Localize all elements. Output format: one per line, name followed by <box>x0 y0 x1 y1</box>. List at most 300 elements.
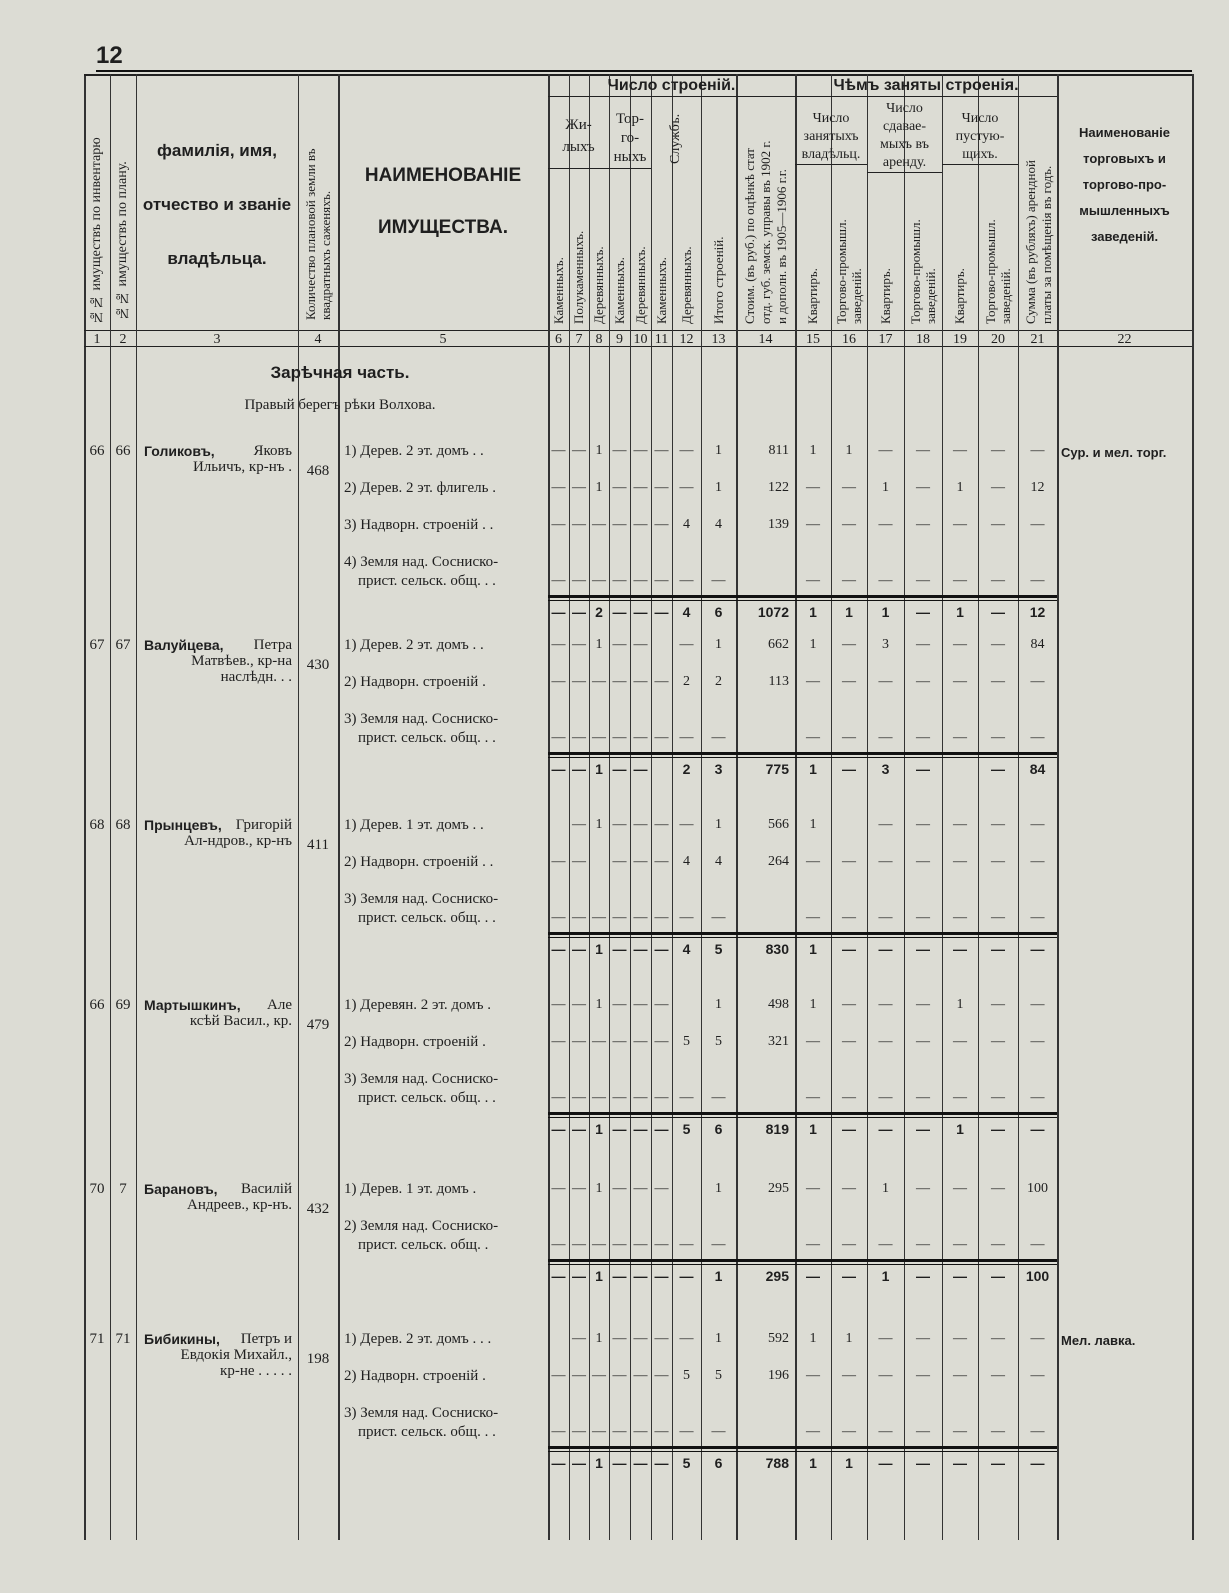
cell-col-18: — <box>916 1090 930 1105</box>
cell-col-6: — <box>551 637 566 652</box>
column-rule-20 <box>1018 74 1019 1540</box>
cell-col-8: — <box>592 1368 606 1383</box>
cell-col-14: 811 <box>768 443 789 458</box>
cell-col-21: — <box>1030 910 1045 925</box>
cell-col-19: — <box>953 1090 967 1105</box>
inventory-number: 66 <box>89 443 105 459</box>
cell-col-16: — <box>842 1237 856 1252</box>
header-col-21-a: Сумма (въ рубляхъ) арендной <box>1023 160 1038 324</box>
cell-col-19: — <box>953 910 967 925</box>
cell-col-19: — <box>953 1181 967 1196</box>
total-col-12: 2 <box>682 761 691 777</box>
cell-col-11: — <box>654 674 669 689</box>
column-number-19: 19 <box>953 332 967 347</box>
property-item-cont: прист. сельск. общ. . . <box>358 730 496 746</box>
cell-col-15: — <box>806 517 820 532</box>
property-item: 3) Земля над. Сосниско- <box>344 1071 499 1087</box>
header-owner-sub-2: занятыхъ <box>803 129 859 144</box>
header-inventory-number: №№ имуществъ по инвентарю <box>89 137 104 324</box>
cell-col-13: 1 <box>715 1331 722 1346</box>
total-col-6: — <box>551 941 566 957</box>
cell-col-16: — <box>842 637 856 652</box>
cell-col-20: — <box>991 854 1005 869</box>
cell-col-6: — <box>551 1368 566 1383</box>
column-number-7: 7 <box>575 332 583 347</box>
cell-col-9: — <box>612 480 627 495</box>
total-col-8: 1 <box>595 1121 603 1137</box>
column-rule-1 <box>110 74 111 1540</box>
cell-col-11: — <box>654 1090 669 1105</box>
total-rule-lower <box>548 937 1057 938</box>
cell-col-8: — <box>592 573 606 588</box>
cell-col-8: — <box>592 1237 606 1252</box>
total-rule-lower <box>548 1117 1057 1118</box>
header-rent-sub-4: аренду. <box>882 155 927 170</box>
table-right-border <box>1192 74 1194 1540</box>
header-col-16-b: заведеній. <box>849 268 864 324</box>
total-col-11: — <box>654 1121 669 1137</box>
header-col-12: Деревянныхъ. <box>678 246 694 324</box>
total-col-9: — <box>612 761 627 777</box>
cell-col-21: — <box>1030 817 1045 832</box>
cell-col-13: 2 <box>715 674 722 689</box>
cell-col-13: 5 <box>715 1368 722 1383</box>
cell-col-14: 139 <box>768 517 789 532</box>
total-col-7: — <box>572 604 586 620</box>
header-col-10: Деревянныхъ. <box>632 246 648 324</box>
total-col-20: — <box>991 1455 1005 1471</box>
cell-col-13: 4 <box>715 517 722 532</box>
cell-col-7: — <box>572 517 586 532</box>
cell-col-17: 1 <box>882 480 889 495</box>
cell-col-17: — <box>878 674 893 689</box>
cell-col-8: — <box>592 1034 606 1049</box>
total-col-7: — <box>572 1268 586 1284</box>
total-col-12: 4 <box>682 941 691 957</box>
total-col-18: — <box>916 604 930 620</box>
total-col-14: 1072 <box>757 604 789 620</box>
cell-col-21: — <box>1030 854 1045 869</box>
total-col-17: 3 <box>881 761 890 777</box>
cell-col-8: — <box>592 674 606 689</box>
cell-col-21: — <box>1030 1331 1045 1346</box>
property-item-cont: прист. сельск. общ. . . <box>358 573 496 589</box>
total-col-14: 819 <box>765 1121 789 1137</box>
group-rule-occupied <box>795 96 1057 97</box>
property-item-cont: прист. сельск. общ. . <box>358 1237 489 1253</box>
cell-col-11: — <box>654 480 669 495</box>
header-col-14-b: отд. губ. земск. управы въ 1902 г. <box>758 140 773 324</box>
property-item: 2) Надворн. строеній . <box>344 1034 486 1050</box>
property-item: 3) Земля над. Сосниско- <box>344 891 499 907</box>
cell-col-17: — <box>878 1424 893 1439</box>
property-item: 2) Надворн. строеній . <box>344 674 486 690</box>
cell-col-19: — <box>953 1237 967 1252</box>
owner-name-rest: Григорій <box>235 817 292 833</box>
header-col-7: Полукаменныхъ. <box>571 230 586 324</box>
cell-col-7: — <box>572 637 586 652</box>
cell-col-6: — <box>551 1090 566 1105</box>
cell-col-21: — <box>1030 1424 1045 1439</box>
owner-surname: Барановъ, <box>144 1181 218 1197</box>
cell-col-19: — <box>953 1368 967 1383</box>
cell-col-8: 1 <box>595 480 603 495</box>
header-top-rule <box>84 74 1192 76</box>
cell-col-10: — <box>633 1424 648 1439</box>
cell-col-9: — <box>612 1331 627 1346</box>
cell-col-21: 100 <box>1027 1181 1048 1196</box>
cell-col-10: — <box>633 480 648 495</box>
owner-surname: Валуйцева, <box>144 637 224 653</box>
total-col-15: 1 <box>809 1121 817 1137</box>
total-col-18: — <box>916 1268 930 1284</box>
total-col-10: — <box>633 1455 648 1471</box>
cell-col-16: — <box>842 517 856 532</box>
total-col-14: 830 <box>765 941 789 957</box>
header-property-line1: НАИМЕНОВАНІЕ <box>364 165 522 186</box>
cell-col-6: — <box>551 1181 566 1196</box>
column-rule-18 <box>942 74 943 1540</box>
total-rule-upper <box>548 595 1057 598</box>
total-col-8: 2 <box>595 604 603 620</box>
cell-col-10: — <box>633 674 648 689</box>
cell-col-20: — <box>991 1090 1005 1105</box>
cell-col-7: — <box>572 1368 586 1383</box>
column-rule-10 <box>651 74 652 1540</box>
plan-number: 69 <box>115 997 131 1013</box>
cell-col-9: — <box>612 674 627 689</box>
cell-col-12: — <box>679 637 694 652</box>
column-number-15: 15 <box>806 332 820 347</box>
total-col-9: — <box>612 1121 627 1137</box>
total-col-17: — <box>878 1455 893 1471</box>
cell-col-13: 1 <box>715 637 722 652</box>
cell-col-13: — <box>711 1237 726 1252</box>
cell-col-13: 5 <box>715 1034 722 1049</box>
header-col-18-b: заведеній. <box>923 268 938 324</box>
cell-col-16: 1 <box>845 443 853 458</box>
cell-col-14: 122 <box>768 480 789 495</box>
cell-col-19: — <box>953 443 967 458</box>
column-number-10: 10 <box>633 332 648 347</box>
land-area: 411 <box>307 837 329 853</box>
cell-col-20: — <box>991 730 1005 745</box>
cell-col-7: — <box>572 1034 586 1049</box>
cell-col-10: — <box>633 730 648 745</box>
cell-col-11: — <box>654 1237 669 1252</box>
cell-col-20: — <box>991 1424 1005 1439</box>
cell-col-15: — <box>806 1090 820 1105</box>
cell-col-17: — <box>878 997 893 1012</box>
cell-col-6: — <box>551 674 566 689</box>
cell-col-12: — <box>679 1090 694 1105</box>
cell-col-14: 295 <box>768 1181 789 1196</box>
column-number-12: 12 <box>679 332 694 347</box>
cell-col-8: — <box>592 1090 606 1105</box>
header-col-20-b: заведеній. <box>998 268 1013 324</box>
cell-col-6: — <box>551 1237 566 1252</box>
total-col-18: — <box>916 941 930 957</box>
inventory-number: 67 <box>89 637 105 653</box>
cell-col-15: — <box>806 1368 820 1383</box>
column-number-13: 13 <box>711 332 726 347</box>
total-col-9: — <box>612 604 627 620</box>
cell-col-17: 3 <box>882 637 889 652</box>
column-number-9: 9 <box>616 332 623 347</box>
cell-col-6: — <box>551 573 566 588</box>
page-number: 12 <box>96 42 123 69</box>
owner-name-line2: Андреев., кр-нъ. <box>187 1197 292 1213</box>
total-col-8: 1 <box>595 941 603 957</box>
column-rule-3 <box>298 74 299 1540</box>
cell-col-17: — <box>878 854 893 869</box>
cell-col-21: — <box>1030 997 1045 1012</box>
property-item: 2) Надворн. строеній . . <box>344 854 494 870</box>
total-col-16: 1 <box>845 604 853 620</box>
cell-col-20: — <box>991 637 1005 652</box>
property-item-cont: прист. сельск. общ. . . <box>358 910 496 926</box>
total-rule-upper <box>548 932 1057 935</box>
cell-col-18: — <box>916 1331 930 1346</box>
cell-col-11: — <box>654 1368 669 1383</box>
total-col-21: 84 <box>1029 761 1046 777</box>
property-item: 2) Надворн. строеній . <box>344 1368 486 1384</box>
column-number-16: 16 <box>842 332 856 347</box>
cell-col-17: — <box>878 910 893 925</box>
cell-col-14: 592 <box>768 1331 789 1346</box>
total-rule-lower <box>548 1451 1057 1452</box>
header-area-a: Количество плановой земли въ <box>303 148 318 320</box>
cell-col-15: — <box>806 480 820 495</box>
cell-col-13: 1 <box>715 443 722 458</box>
total-col-12: 4 <box>682 604 691 620</box>
total-col-10: — <box>633 1121 648 1137</box>
cell-col-12: — <box>679 1237 694 1252</box>
cell-col-9: — <box>612 997 627 1012</box>
total-col-8: 1 <box>595 1268 603 1284</box>
cell-col-18: — <box>916 730 930 745</box>
cell-col-10: — <box>633 1237 648 1252</box>
property-item: 1) Дерев. 1 эт. домъ . . <box>344 817 484 833</box>
header-col-15: Квартиръ. <box>805 268 820 324</box>
inventory-number: 71 <box>89 1331 105 1347</box>
total-col-6: — <box>551 1455 566 1471</box>
header-col-16-a: Торгово-промышл. <box>834 219 849 324</box>
header-empty-sub-1: Число <box>961 111 999 126</box>
header-col-22-line1: Наименованіе <box>1079 125 1170 140</box>
header-col-17: Квартиръ. <box>877 268 893 324</box>
cell-col-18: — <box>916 1368 930 1383</box>
subgroup-rule-owner <box>795 164 867 165</box>
header-col-11: Каменныхъ. <box>653 257 669 324</box>
property-item: 4) Земля над. Сосниско- <box>344 554 499 570</box>
total-rule-upper <box>548 752 1057 755</box>
total-col-17: — <box>878 941 893 957</box>
cell-col-16: — <box>842 480 856 495</box>
total-col-15: 1 <box>809 1455 817 1471</box>
total-col-21: — <box>1030 1121 1045 1137</box>
cell-col-19: 1 <box>956 480 964 495</box>
column-number-18: 18 <box>916 332 930 347</box>
cell-col-20: — <box>991 910 1005 925</box>
cell-col-7: — <box>572 1181 586 1196</box>
owner-name-line2: Матвѣев., кр-на <box>191 653 292 669</box>
header-trade-3: ныхъ <box>613 149 647 165</box>
cell-col-9: — <box>612 637 627 652</box>
cell-col-6: — <box>551 730 566 745</box>
cell-col-13: — <box>711 910 726 925</box>
cell-col-13: 4 <box>715 854 722 869</box>
cell-col-17: — <box>878 817 893 832</box>
property-item: 3) Земля над. Сосниско- <box>344 711 499 727</box>
total-col-19: 1 <box>956 1121 964 1137</box>
column-number-20: 20 <box>991 332 1005 347</box>
plan-number: 71 <box>115 1331 131 1347</box>
total-col-11: — <box>654 1268 669 1284</box>
column-rule-6 <box>569 74 570 1540</box>
total-col-6: — <box>551 1121 566 1137</box>
cell-col-7: — <box>572 854 586 869</box>
table-left-border <box>84 74 86 1540</box>
owner-name-rest: Але <box>267 997 292 1013</box>
land-area: 432 <box>306 1201 330 1217</box>
cell-col-9: — <box>612 517 627 532</box>
total-col-6: — <box>551 1268 566 1284</box>
cell-col-15: 1 <box>809 997 817 1012</box>
cell-col-14: 321 <box>768 1034 789 1049</box>
cell-col-14: 662 <box>768 637 789 652</box>
cell-col-18: — <box>916 997 930 1012</box>
cell-col-8: — <box>592 910 606 925</box>
total-col-9: — <box>612 1455 627 1471</box>
total-col-21: — <box>1030 941 1045 957</box>
header-owner-line1: фамилія, имя, <box>157 141 277 160</box>
cell-col-10: — <box>633 1181 648 1196</box>
property-item: 1) Дерев. 2 эт. домъ . . <box>344 443 484 459</box>
column-number-3: 3 <box>213 332 221 347</box>
land-area: 479 <box>306 1017 330 1033</box>
cell-col-10: — <box>633 817 648 832</box>
cell-col-19: — <box>953 637 967 652</box>
total-col-11: — <box>654 941 669 957</box>
cell-col-15: 1 <box>809 637 817 652</box>
cell-col-21: — <box>1030 1368 1045 1383</box>
cell-col-7: — <box>572 997 586 1012</box>
owner-name-line3: наслѣдн. . . <box>220 669 292 685</box>
owner-surname: Голиковъ, <box>144 443 215 459</box>
header-owner-sub-3: владѣльц. <box>801 147 861 162</box>
cell-col-20: — <box>991 997 1005 1012</box>
subgroup-rule-trade <box>609 168 651 169</box>
cell-col-20: — <box>991 443 1005 458</box>
cell-col-8: 1 <box>595 817 603 832</box>
cell-col-7: — <box>572 730 586 745</box>
total-col-10: — <box>633 941 648 957</box>
cell-col-13: — <box>711 573 726 588</box>
header-owner-sub-1: Число <box>812 111 850 126</box>
cell-col-15: — <box>806 1237 820 1252</box>
header-group-occupied: Чѣмъ заняты строенія. <box>833 77 1019 94</box>
total-col-20: — <box>991 1268 1005 1284</box>
cell-col-15: 1 <box>809 817 817 832</box>
total-col-19: — <box>953 1268 967 1284</box>
cell-col-21: — <box>1030 1237 1045 1252</box>
cell-col-8: — <box>592 1424 606 1439</box>
column-rule-14 <box>795 74 797 1540</box>
total-col-13: 3 <box>714 761 723 777</box>
column-rule-11 <box>672 74 673 1540</box>
total-col-6: — <box>551 761 566 777</box>
header-owner-line2: отчество и званіе <box>142 195 292 214</box>
total-col-18: — <box>916 1121 930 1137</box>
cell-col-9: — <box>612 573 627 588</box>
cell-col-16: — <box>842 854 856 869</box>
total-col-7: — <box>572 1121 586 1137</box>
cell-col-8: 1 <box>595 1331 603 1346</box>
cell-col-11: — <box>654 1424 669 1439</box>
cell-col-18: — <box>916 854 930 869</box>
cell-col-13: 1 <box>715 997 722 1012</box>
cell-col-6: — <box>551 1424 566 1439</box>
cell-col-10: — <box>633 1034 648 1049</box>
cell-col-6: — <box>551 997 566 1012</box>
total-col-13: 5 <box>714 941 723 957</box>
total-col-17: 1 <box>881 604 890 620</box>
cell-col-8: 1 <box>595 443 603 458</box>
cell-col-19: — <box>953 817 967 832</box>
land-area: 198 <box>306 1351 330 1367</box>
total-col-16: — <box>842 1121 856 1137</box>
header-group-buildings: Число строеній. <box>607 77 736 94</box>
cell-col-11: — <box>654 443 669 458</box>
cell-col-21: — <box>1030 443 1045 458</box>
cell-col-20: — <box>991 573 1005 588</box>
cell-col-18: — <box>916 674 930 689</box>
cell-col-18: — <box>916 517 930 532</box>
total-col-20: — <box>991 941 1005 957</box>
cell-col-21: — <box>1030 730 1045 745</box>
land-area: 430 <box>306 657 330 673</box>
header-col-6: Каменныхъ. <box>550 257 566 324</box>
cell-col-11: — <box>654 1331 669 1346</box>
cell-col-10: — <box>633 517 648 532</box>
cell-col-19: — <box>953 1034 967 1049</box>
cell-col-21: — <box>1030 1090 1045 1105</box>
owner-name-rest: Петра <box>253 637 292 653</box>
cell-col-12: — <box>679 1331 694 1346</box>
total-rule-lower <box>548 1264 1057 1265</box>
land-area: 468 <box>306 463 330 479</box>
cell-col-7: — <box>572 480 586 495</box>
total-col-19: 1 <box>956 604 964 620</box>
establishment-name: Мел. лавка. <box>1061 1333 1136 1348</box>
header-living-2: лыхъ <box>562 139 595 155</box>
cell-col-9: — <box>612 910 627 925</box>
header-trade-2: го- <box>620 130 640 146</box>
cell-col-18: — <box>916 1237 930 1252</box>
cell-col-12: — <box>679 443 694 458</box>
cell-col-11: — <box>654 1034 669 1049</box>
column-rule-7 <box>589 74 590 1540</box>
property-item: 1) Дерев. 2 эт. домъ . . <box>344 637 484 653</box>
cell-col-17: — <box>878 1034 893 1049</box>
cell-col-13: 1 <box>715 1181 722 1196</box>
header-area-b: квадратныхъ саженяхъ. <box>318 190 333 320</box>
cell-col-12: 2 <box>683 674 690 689</box>
cell-col-7: — <box>572 910 586 925</box>
cell-col-11: — <box>654 517 669 532</box>
header-rent-sub-1: Число <box>886 101 923 116</box>
